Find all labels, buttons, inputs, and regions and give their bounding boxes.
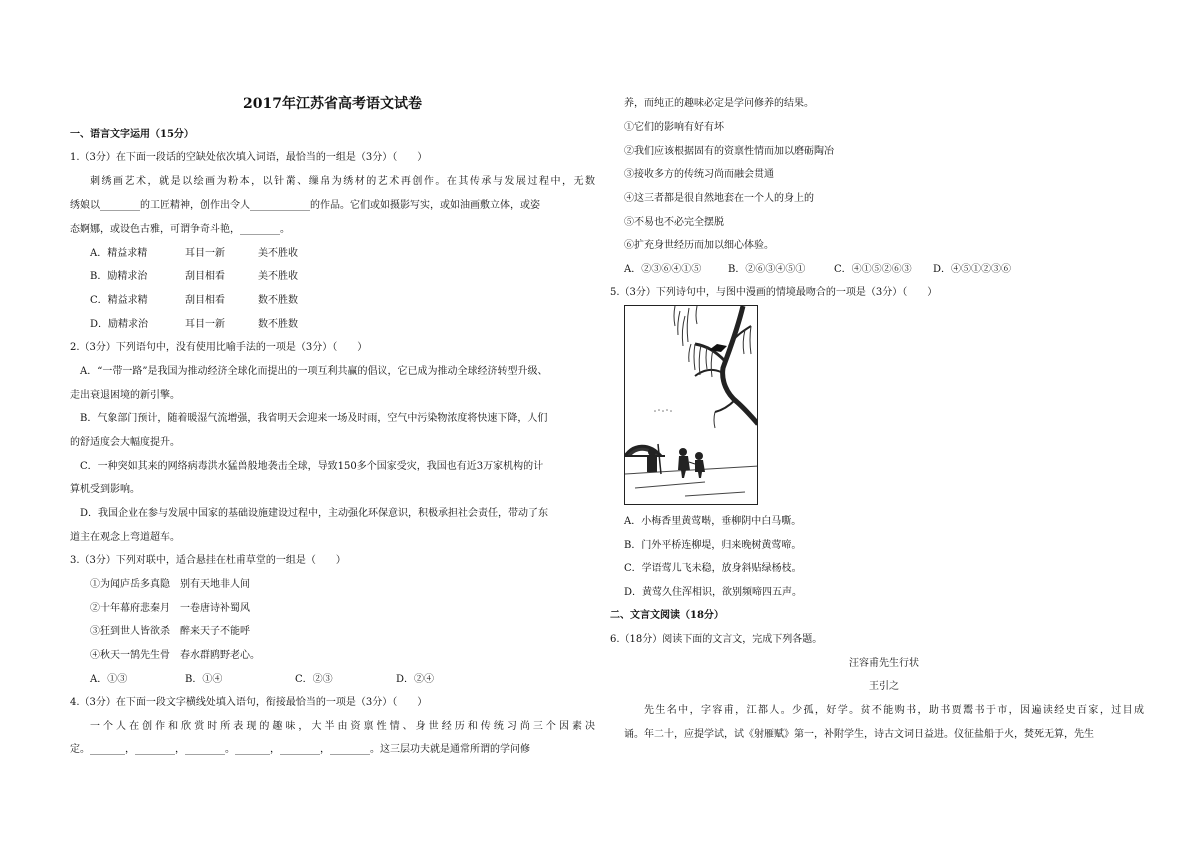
q6-text-title: 汪容甫先生行状 bbox=[849, 658, 919, 669]
q5-option-a: A．小梅香里黄莺啭，垂柳阴中白马嘶。 bbox=[624, 516, 802, 527]
q1-option-c-word-3: 数不胜数 bbox=[258, 295, 298, 306]
q6-passage-line-2: 诵。年二十，应提学试，试《射雁赋》第一，补附学生，诗古文词日益进。仪征盐船于火，焚死无算，先生 bbox=[624, 729, 1094, 740]
q6-stem: 6.（18分）阅读下面的文言文，完成下列各题。 bbox=[610, 634, 823, 645]
page-title: 2017年江苏省高考语文试卷 bbox=[243, 96, 422, 112]
q4-sentence-2: ②我们应该根据固有的资禀性情而加以磨砺陶冶 bbox=[624, 146, 834, 157]
q1-option-d-word-2: 耳目一新 bbox=[185, 319, 225, 330]
q2-option-c-line-1: C．一种突如其来的网络病毒洪水猛兽般地袭击全球，导致150多个国家受灾，我国也有近3万家机构的计 bbox=[80, 461, 544, 472]
q5-stem: 5.（3分）下列诗句中，与图中漫画的情境最吻合的一项是（3分）（ ） bbox=[610, 287, 938, 298]
q5-option-b: B．门外平桥连柳堤，归来晚树黄莺啼。 bbox=[624, 540, 802, 551]
q3-option-a: A．①③ bbox=[90, 674, 128, 685]
q4-sentence-1: ①它们的影响有好有坏 bbox=[624, 122, 724, 133]
q1-option-a-word-3: 美不胜收 bbox=[258, 248, 298, 259]
q1-passage-line-2: 绣娘以________的工匠精神，创作出令人____________的作品。它们或如摄影写实，或如油画敷立体，或姿 bbox=[70, 200, 540, 211]
q1-option-a: A．精益求精 bbox=[90, 248, 148, 259]
q4-passage-line-1: 一个人在创作和欣赏时所表现的趣味，大半由资禀性情、身世经历和传统习尚三个因素决 bbox=[90, 721, 595, 732]
q1-option-c: C．精益求精 bbox=[90, 295, 148, 306]
q5-option-d: D．黄莺久住浑相识，欲别频啼四五声。 bbox=[624, 587, 803, 598]
q2-option-b-line-1: B．气象部门预计，随着暖湿气流增强，我省明天会迎来一场及时雨，空气中污染物浓度将快速下降，人们 bbox=[80, 413, 548, 424]
q4-option-c: C．④①⑤②⑥③ bbox=[834, 264, 912, 275]
q1-option-d: D．励精求治 bbox=[90, 319, 149, 330]
q1-option-b-word-3: 美不胜收 bbox=[258, 271, 298, 282]
q1-option-a-word-2: 耳目一新 bbox=[185, 248, 225, 259]
q3-couplet-2: ②十年幕府悲秦月 一卷唐诗补蜀风 bbox=[90, 603, 250, 614]
q1-option-d-word-3: 数不胜数 bbox=[258, 319, 298, 330]
q4-sentence-3: ③接收多方的传统习尚而融会贯通 bbox=[624, 169, 774, 180]
q4-option-b: B．②⑥③④⑤① bbox=[728, 264, 806, 275]
section-1-heading: 一、语言文字运用（15分） bbox=[70, 129, 194, 140]
q3-option-d: D．②④ bbox=[396, 674, 435, 685]
q4-option-d: D．④⑤①②③⑥ bbox=[933, 264, 1012, 275]
q1-passage-line-1: 刺绣画艺术，就是以绘画为粉本，以针黹、缫帛为绣材的艺术再创作。在其传承与发展过程中，无数 bbox=[90, 176, 595, 187]
q4-sentence-6: ⑥扩充身世经历而加以细心体验。 bbox=[624, 240, 774, 251]
q1-option-b: B．励精求治 bbox=[90, 271, 148, 282]
q4-sentence-5: ⑤不易也不必完全摆脱 bbox=[624, 217, 724, 228]
q6-text-author: 王引之 bbox=[869, 681, 899, 692]
q2-option-d-line-1: D．我国企业在参与发展中国家的基础设施建设过程中，主动强化环保意识，积极承担社会责任，带动了东 bbox=[80, 508, 549, 519]
q5-option-c: C．学语莺儿飞未稳，放身斜贴绿杨枝。 bbox=[624, 563, 802, 574]
q6-passage-line-1: 先生名中，字容甫，江都人。少孤，好学。贫不能购书，助书贾鬻书于市，因遍读经史百家，过目成 bbox=[644, 705, 1144, 716]
q4-passage-continued: 养，而纯正的趣味必定是学问修养的结果。 bbox=[624, 98, 814, 109]
q3-couplet-4: ④秋天一鹄先生骨 春水群鸥野老心。 bbox=[90, 650, 260, 661]
q4-passage-line-2: 定。_______，________，________。_______，________，________。这三层功夫就是通常所谓的学问修 bbox=[70, 744, 530, 755]
q2-option-b-line-2: 的舒适度会大幅度提升。 bbox=[70, 437, 180, 448]
q2-stem: 2.（3分）下列语句中，没有使用比喻手法的一项是（3分）（ ） bbox=[70, 342, 368, 353]
q3-option-b: B．①④ bbox=[185, 674, 223, 685]
q1-passage-line-3: 态婀娜，或设色古雅，可谓争奇斗艳，________。 bbox=[70, 224, 290, 235]
q2-option-d-line-2: 道主在观念上弯道超车。 bbox=[70, 532, 180, 543]
section-2-heading: 二、文言文阅读（18分） bbox=[610, 610, 724, 621]
q4-option-a: A．②③⑥④①⑤ bbox=[624, 264, 702, 275]
q2-option-c-line-2: 算机受到影响。 bbox=[70, 484, 140, 495]
q3-couplet-3: ③狂到世人皆欲杀 醉来天子不能呼 bbox=[90, 626, 250, 637]
q4-sentence-4: ④这三者都是很自然地套在一个人的身上的 bbox=[624, 193, 814, 204]
q2-option-a-line-1: A．“一带一路”是我国为推动经济全球化而提出的一项互利共赢的倡议，它已成为推动全球经济转型升级、 bbox=[80, 366, 548, 377]
q1-option-b-word-2: 刮目相看 bbox=[185, 271, 225, 282]
willow-travelers-icon bbox=[625, 306, 758, 505]
q1-option-c-word-2: 刮目相看 bbox=[185, 295, 225, 306]
q1-stem: 1.（3分）在下面一段话的空缺处依次填入词语，最恰当的一组是（3分）（ ） bbox=[70, 152, 428, 163]
q2-option-a-line-2: 走出衰退困境的新引擎。 bbox=[70, 390, 180, 401]
q4-stem: 4.（3分）在下面一段文字横线处填入语句，衔接最恰当的一项是（3分）（ ） bbox=[70, 697, 428, 708]
q3-option-c: C．②③ bbox=[295, 674, 333, 685]
q3-couplet-1: ①为闻庐岳多真隐 别有天地非人间 bbox=[90, 579, 250, 590]
cartoon-illustration bbox=[624, 305, 758, 505]
q3-stem: 3.（3分）下列对联中，适合悬挂在杜甫草堂的一组是（ ） bbox=[70, 555, 346, 566]
